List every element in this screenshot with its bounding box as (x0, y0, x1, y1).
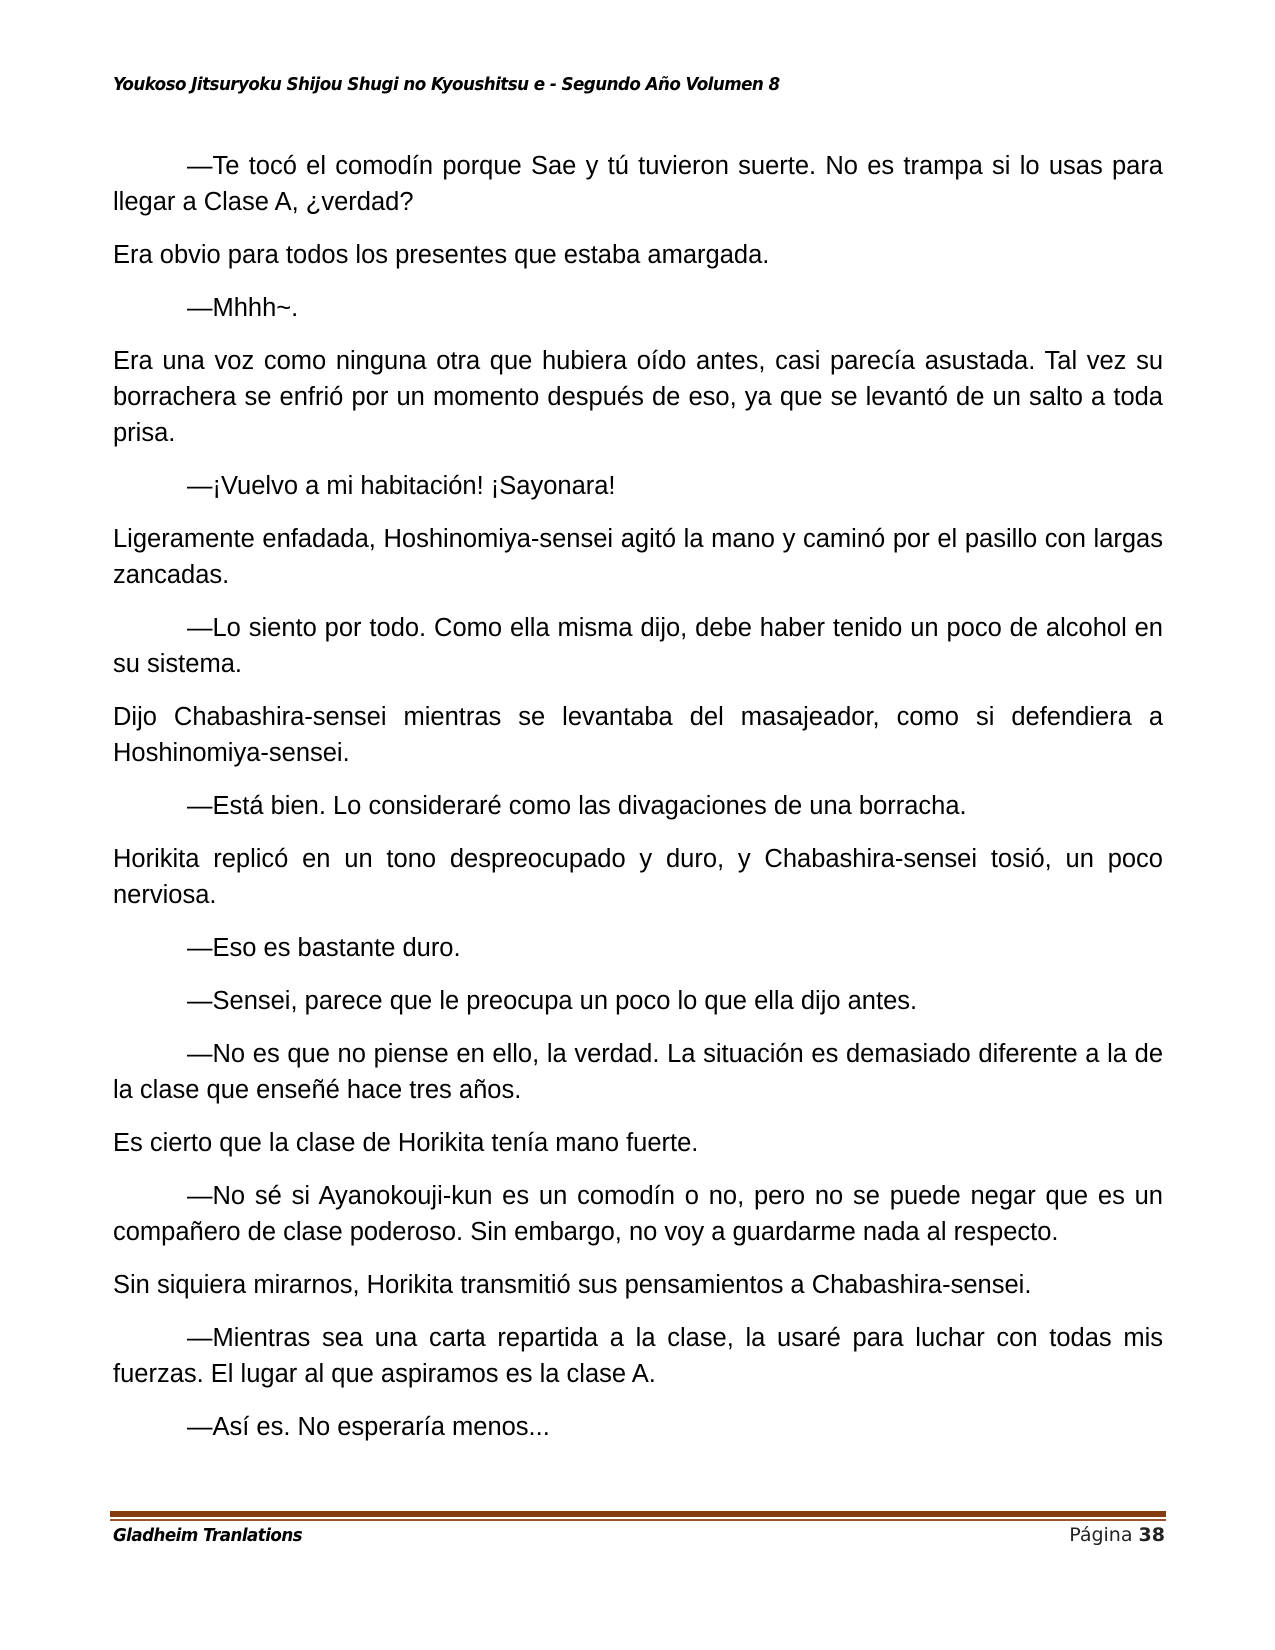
narration-paragraph: Ligeramente enfadada, Hoshinomiya-sensei agitó la mano y caminó por el pasillo con largas zancadas. (113, 525, 1163, 589)
footer-divider (110, 1511, 1166, 1521)
dialog-paragraph: —No es que no piense en ello, la verdad. La situación es demasiado diferente a la de la clase que enseñé hace tres años. (113, 1040, 1163, 1104)
narration-paragraph: Es cierto que la clase de Horikita tenía mano fuerte. (113, 1129, 699, 1157)
dialog-paragraph: —¡Vuelvo a mi habitación! ¡Sayonara! (187, 472, 616, 500)
dialog-paragraph: —Mhhh~. (187, 294, 299, 322)
dialog-paragraph: —Sensei, parece que le preocupa un poco lo que ella dijo antes. (187, 987, 918, 1015)
dialog-paragraph: —Eso es bastante duro. (187, 934, 461, 962)
dialog-paragraph: —Está bien. Lo consideraré como las divagaciones de una borracha. (187, 792, 967, 820)
page-number-value: 38 (1138, 1524, 1165, 1546)
dialog-paragraph: —Así es. No esperaría menos... (187, 1413, 550, 1441)
dialog-paragraph: —Lo siento por todo. Como ella misma dijo, debe haber tenido un poco de alcohol en su sistema. (113, 614, 1163, 678)
page-body (113, 148, 1163, 1462)
footer-divider-thin (110, 1519, 1166, 1521)
narration-paragraph: Era una voz como ninguna otra que hubiera oído antes, casi parecía asustada. Tal vez su borrachera se enfrió por un momento después de eso, ya que se levantó de un salto a toda prisa. (113, 347, 1163, 447)
narration-paragraph: Dijo Chabashira-sensei mientras se levantaba del masajeador, como si defendiera a Hoshinomiya-sensei. (113, 703, 1163, 767)
dialog-paragraph: —No sé si Ayanokouji-kun es un comodín o no, pero no se puede negar que es un compañero de clase poderoso. Sin embargo, no voy a guardarme nada al respecto. (113, 1182, 1163, 1246)
page-number (1069, 1524, 1165, 1546)
dialog-paragraph: —Te tocó el comodín porque Sae y tú tuvieron suerte. No es trampa si lo usas para llegar a Clase A, ¿verdad? (113, 152, 1163, 216)
page-label: Página (1069, 1524, 1133, 1546)
footer-translator: Gladheim Tranlations (113, 1525, 303, 1546)
narration-paragraph: Era obvio para todos los presentes que estaba amargada. (113, 241, 770, 269)
dialog-paragraph: —Mientras sea una carta repartida a la clase, la usaré para luchar con todas mis fuerzas. El lugar al que aspiramos es la clase A. (113, 1324, 1163, 1388)
footer-divider-thick (110, 1511, 1166, 1517)
running-header: Youkoso Jitsuryoku Shijou Shugi no Kyoushitsu e - Segundo Año Volumen 8 (113, 74, 780, 95)
narration-paragraph: Horikita replicó en un tono despreocupado y duro, y Chabashira-sensei tosió, un poco nerviosa. (113, 845, 1163, 909)
narration-paragraph: Sin siquiera mirarnos, Horikita transmitió sus pensamientos a Chabashira-sensei. (113, 1271, 1032, 1299)
